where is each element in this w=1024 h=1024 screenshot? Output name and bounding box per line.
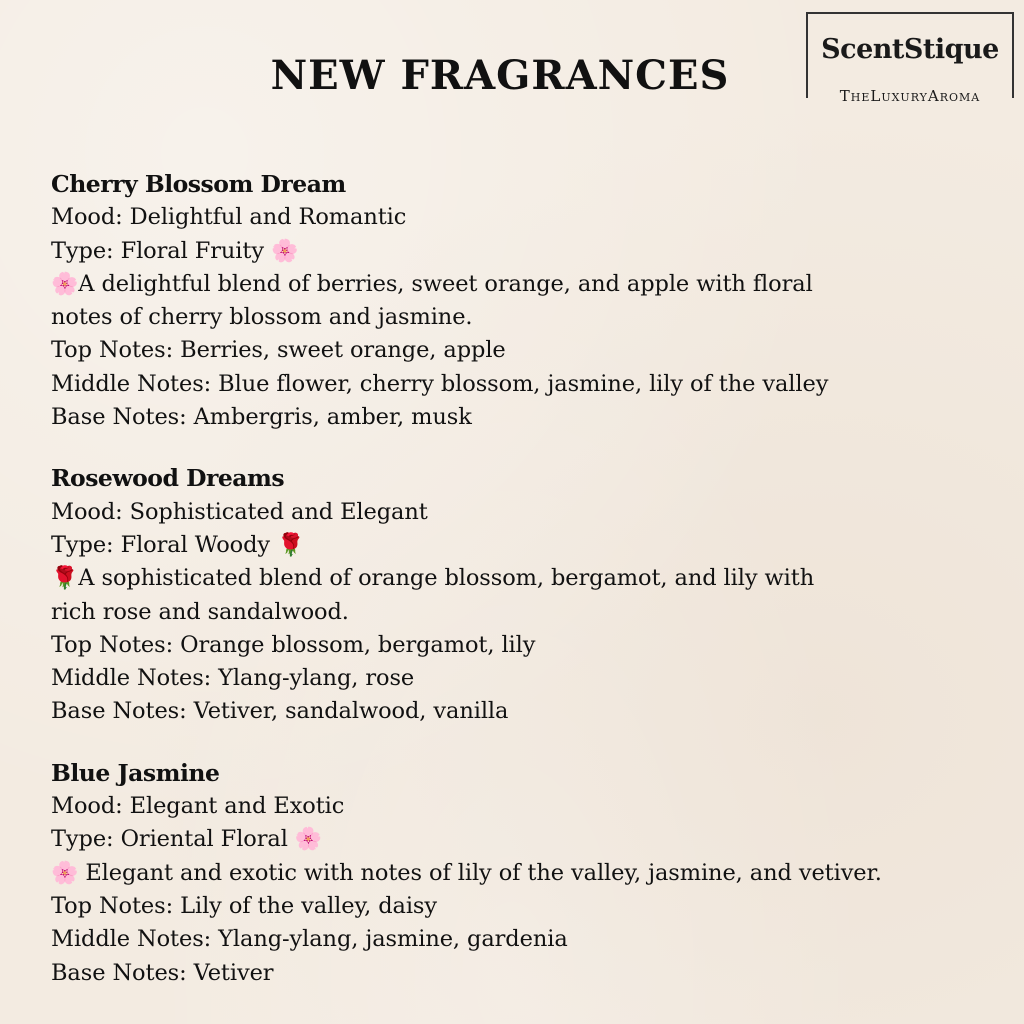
- fragrance-blue-jasmine: [51, 757, 1001, 990]
- fragrance-mood: Mood: Elegant and Exotic: [51, 793, 345, 820]
- fragrance-top-notes: Top Notes: Lily of the valley, daisy: [51, 892, 437, 919]
- fragrance-description: [51, 268, 1001, 301]
- logo-name: ScentStique: [821, 34, 999, 65]
- fragrance-rosewood-dreams: [51, 462, 1001, 728]
- logo-tagline: TheLuxuryAroma: [839, 87, 981, 105]
- fragrance-middle-notes: Middle Notes: Ylang-ylang, jasmine, gardenia: [51, 926, 568, 953]
- fragrance-middle-notes: Middle Notes: Ylang-ylang, rose: [51, 665, 415, 692]
- rose-icon: 🌹: [51, 566, 79, 592]
- fragrance-name: Cherry Blossom Dream: [51, 170, 346, 198]
- fragrance-description-line-1: A delightful blend of berries, sweet orange, and apple with floral: [78, 270, 813, 297]
- fragrance-name: Blue Jasmine: [51, 758, 220, 787]
- fragrance-type-text: Type: Floral Fruity: [51, 237, 264, 264]
- fragrance-description-line-2: rich rose and sandalwood.: [51, 598, 349, 625]
- fragrance-list: [51, 168, 1001, 1018]
- fragrance-type: [51, 235, 1001, 268]
- fragrance-description-line-1: A sophisticated blend of orange blossom, bergamot, and lily with: [78, 565, 815, 592]
- fragrance-top-notes: Top Notes: Berries, sweet orange, apple: [51, 337, 506, 364]
- fragrance-description: [51, 857, 1001, 890]
- fragrance-description-line-1: Elegant and exotic with notes of lily of the valley, jasmine, and vetiver.: [78, 859, 882, 886]
- page-title: NEW FRAGRANCES: [270, 52, 730, 99]
- cherry-blossom-icon: 🌸: [271, 238, 299, 264]
- fragrance-type: [51, 529, 1001, 562]
- fragrance-name: Rosewood Dreams: [51, 464, 285, 493]
- fragrance-description: [51, 562, 1001, 595]
- fragrance-middle-notes: Middle Notes: Blue flower, cherry blossom, jasmine, lily of the valley: [51, 370, 829, 397]
- fragrance-cherry-blossom-dream: [51, 168, 1001, 434]
- logo-divider-right: [1012, 86, 1014, 98]
- cherry-blossom-icon: 🌸: [294, 827, 323, 853]
- brand-logo: [806, 12, 1014, 105]
- fragrance-type-text: Type: Floral Woody: [51, 531, 271, 558]
- fragrance-type: [51, 823, 1001, 856]
- fragrance-base-notes: Base Notes: Vetiver, sandalwood, vanilla: [51, 698, 509, 725]
- rose-icon: 🌹: [277, 532, 305, 558]
- fragrance-base-notes: Base Notes: Ambergris, amber, musk: [51, 404, 472, 431]
- fragrance-mood: Mood: Delightful and Romantic: [51, 204, 407, 231]
- logo-divider-left: [806, 86, 808, 98]
- cherry-blossom-icon: 🌸: [51, 860, 79, 886]
- fragrance-base-notes: Base Notes: Vetiver: [51, 959, 274, 986]
- fragrance-description-line-2: notes of cherry blossom and jasmine.: [51, 304, 473, 331]
- cherry-blossom-icon: 🌸: [51, 271, 79, 297]
- fragrance-mood: Mood: Sophisticated and Elegant: [51, 498, 428, 525]
- fragrance-top-notes: Top Notes: Orange blossom, bergamot, lily: [51, 631, 536, 658]
- fragrance-type-text: Type: Oriental Floral: [51, 826, 288, 853]
